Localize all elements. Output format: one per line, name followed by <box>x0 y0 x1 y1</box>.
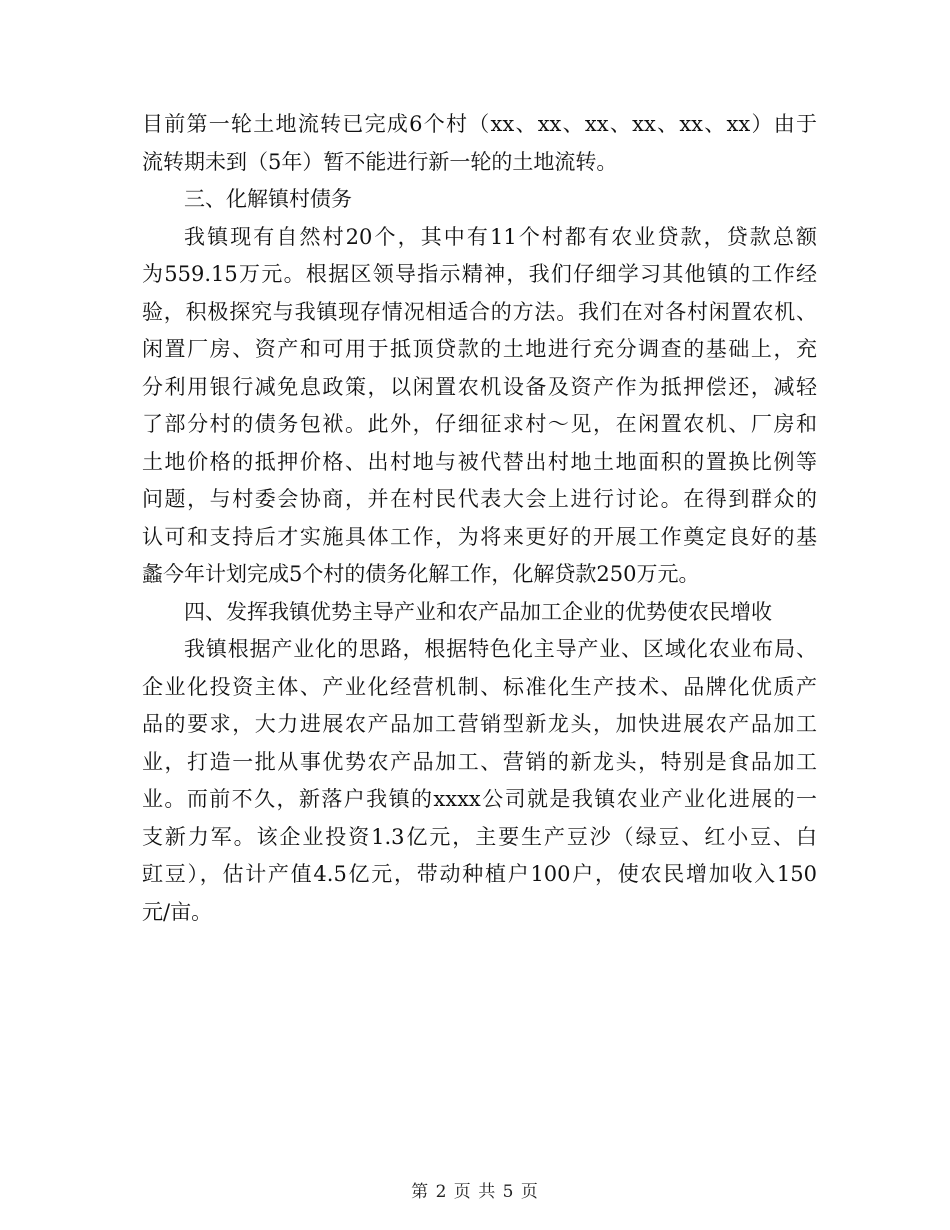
text-line: 目前第一轮土地流转已完成6个村（xx、xx、xx、xx、xx、xx）由于 <box>142 112 817 136</box>
text-line: 闲置厂房、资产和可用于抵顶贷款的土地进行充分调查的基础上，充 <box>142 337 817 361</box>
text-line: 豇豆），估计产值4.5亿元，带动种植户100户，使农民增加收入150 <box>142 862 817 886</box>
document-body <box>142 106 817 931</box>
text-line: 支新力军。该企业投资1.3亿元，主要生产豆沙（绿豆、红小豆、白 <box>142 824 817 849</box>
text-line: 流转期未到（5年）暂不能进行新一轮的土地流转。 <box>142 149 618 174</box>
text-line: 三、化解镇村债务 <box>184 187 352 211</box>
text-line: 四、发挥我镇优势主导产业和农产品加工企业的优势使农民增收 <box>184 599 772 624</box>
text-line: 分利用银行减免息政策，以闲置农机设备及资产作为抵押偿还，减轻 <box>142 374 817 399</box>
text-line: 认可和支持后才实施具体工作，为将来更好的开展工作奠定良好的基 <box>142 524 817 549</box>
text-line: 企业化投资主体、产业化经营机制、标准化生产技术、品牌化优质产 <box>142 674 817 699</box>
text-line: 元/亩。 <box>142 899 213 924</box>
text-line: 蠡今年计划完成5个村的债务化解工作，化解贷款250万元。 <box>142 562 700 586</box>
text-line: 为559.15万元。根据区领导指示精神，我们仔细学习其他镇的工作经 <box>142 262 817 286</box>
text-line: 业。而前不久，新落户我镇的xxxx公司就是我镇农业产业化进展的一 <box>142 787 817 811</box>
text-line: 品的要求，大力进展农产品加工营销型新龙头，加快进展农产品加工 <box>142 712 817 736</box>
text-line: 我镇根据产业化的思路，根据特色化主导产业、区域化农业布局、 <box>184 637 817 661</box>
text-line: 业，打造一批从事优势农产品加工、营销的新龙头，特别是食品加工 <box>142 749 817 774</box>
page-footer: 第 2 页 共 5 页 <box>411 1182 539 1202</box>
text-line: 土地价格的抵押价格、出村地与被代替出村地土地面积的置换比例等 <box>142 449 817 474</box>
text-line: 验，积极探究与我镇现存情况相适合的方法。我们在对各村闲置农机、 <box>142 299 817 324</box>
text-line: 了部分村的债务包袱。此外，仔细征求村～见，在闲置农机、厂房和 <box>142 412 817 436</box>
text-line: 我镇现有自然村20个，其中有11个村都有农业贷款，贷款总额 <box>184 224 817 249</box>
text-line: 问题，与村委会协商，并在村民代表大会上进行讨论。在得到群众的 <box>142 487 817 511</box>
